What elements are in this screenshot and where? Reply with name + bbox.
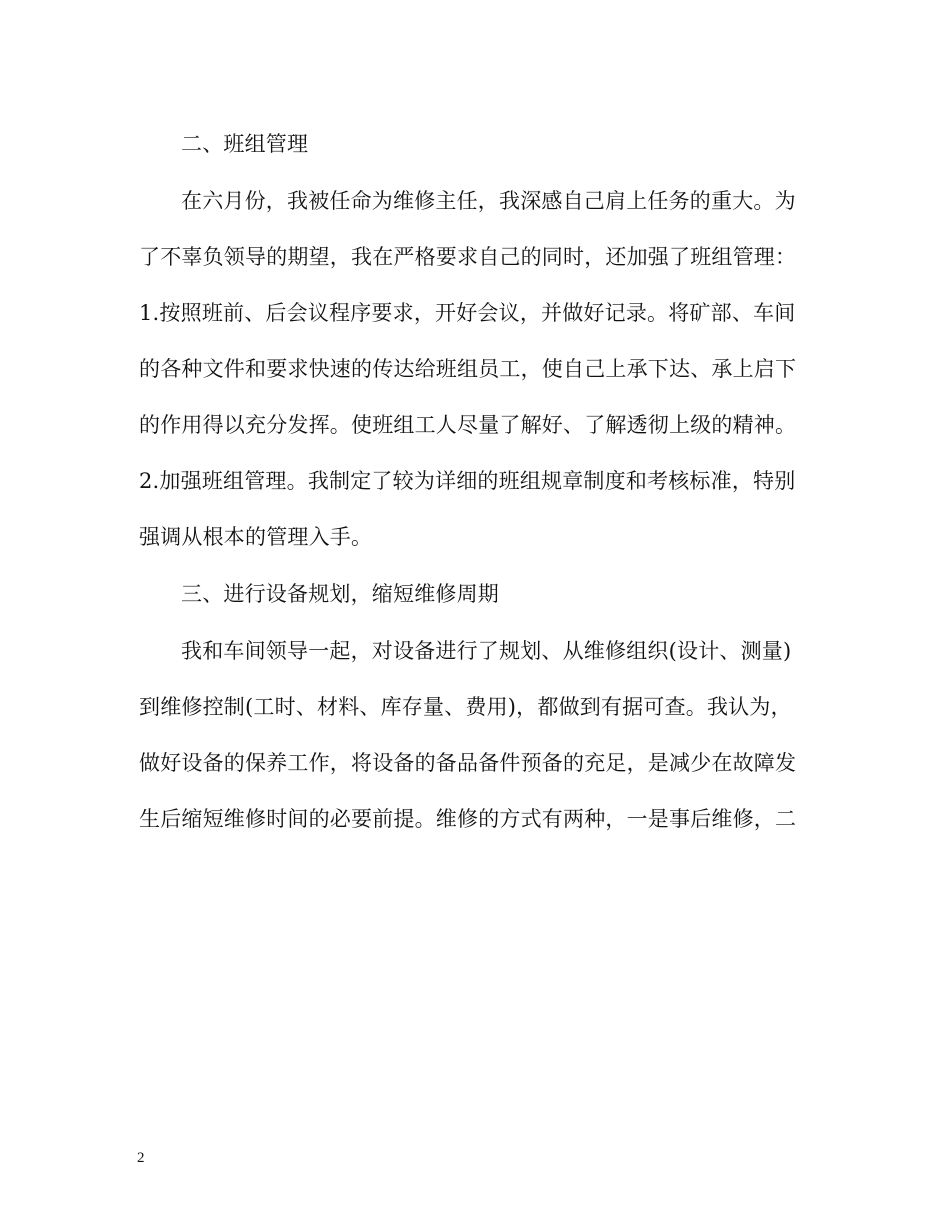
- paragraph-line: 的各种文件和要求快速的传达给班组员工，使自己上承下达、承上启下: [139, 357, 797, 381]
- paragraph-line: 我和车间领导一起，对设备进行了规划、从维修组织(设计、测量): [181, 639, 792, 663]
- paragraph-line: 做好设备的保养工作，将设备的备品备件预备的充足，是减少在故障发: [139, 751, 797, 775]
- paragraph-line: 强调从根本的管理入手。: [139, 525, 373, 549]
- list-item-line: 2.加强班组管理。我制定了较为详细的班组规章制度和考核标准，特别: [139, 469, 796, 493]
- section-heading-team-management: 二、班组管理: [181, 132, 309, 156]
- section-heading-equipment-planning: 三、进行设备规划，缩短维修周期: [181, 582, 499, 606]
- paragraph-line: 了不辜负领导的期望，我在严格要求自己的同时，还加强了班组管理：: [139, 245, 797, 269]
- paragraph-line: 在六月份，我被任命为维修主任，我深感自己肩上任务的重大。为: [181, 189, 796, 213]
- paragraph-line: 的作用得以充分发挥。使班组工人尽量了解好、了解透彻上级的精神。: [139, 413, 797, 437]
- paragraph-line: 生后缩短维修时间的必要前提。维修的方式有两种，一是事后维修，二: [139, 807, 797, 831]
- list-item-line: 1.按照班前、后会议程序要求，开好会议，并做好记录。将矿部、车间: [139, 301, 796, 325]
- page-number: 2: [137, 1150, 145, 1166]
- paragraph-line: 到维修控制(工时、材料、库存量、费用)，都做到有据可查。我认为，: [139, 695, 792, 719]
